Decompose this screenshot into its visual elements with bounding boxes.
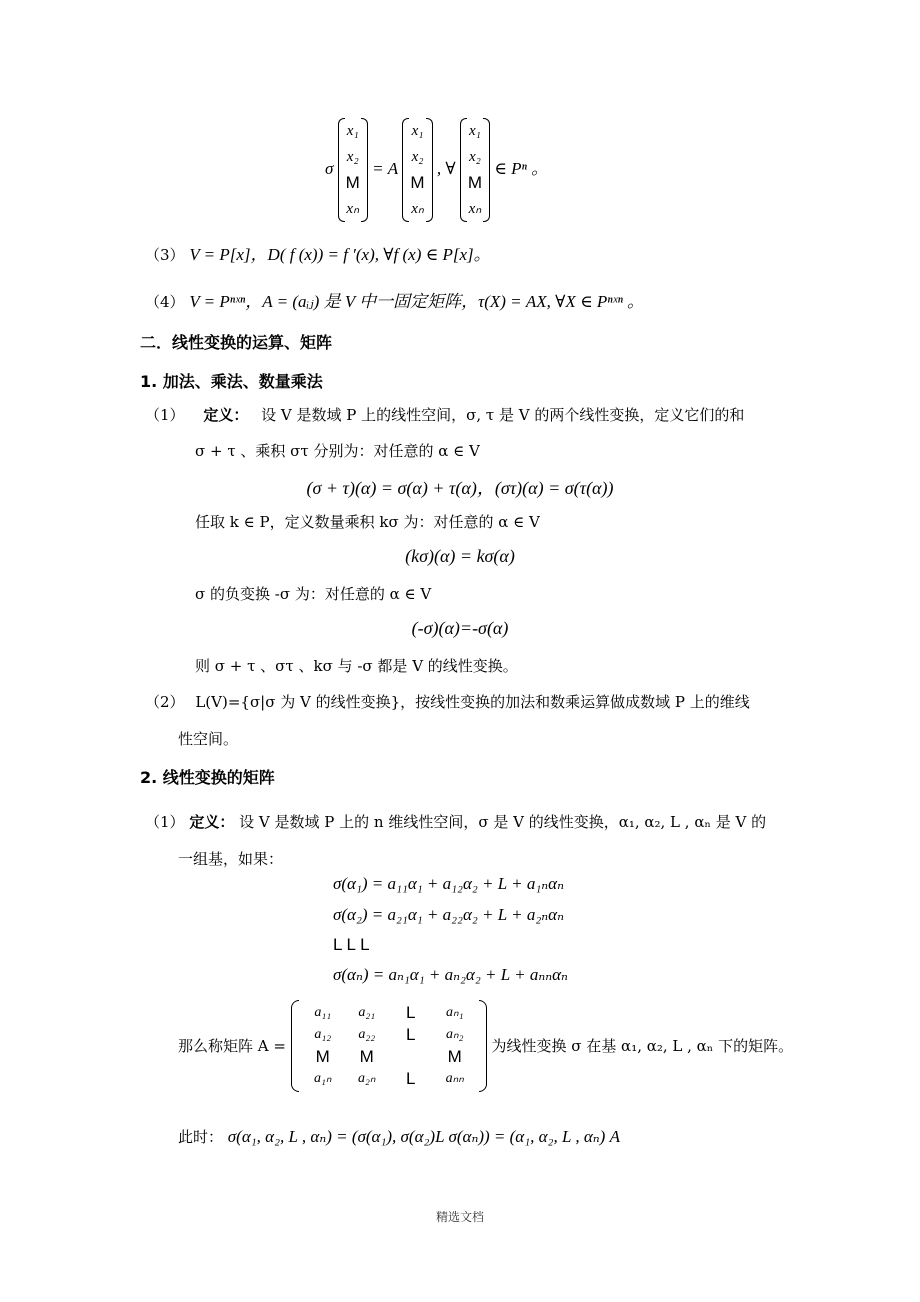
equation-alpha-2: σ(α₂) = a₂₁α₁ + a₂₂α₂ + L + a₂ₙαₙ bbox=[333, 905, 564, 924]
item-4 bbox=[145, 291, 644, 313]
matrix-definition bbox=[178, 1000, 793, 1092]
definition-keyword: 定义： bbox=[189, 813, 235, 831]
vertical-dots: M bbox=[410, 173, 425, 192]
vector-entry: x₂ bbox=[469, 149, 481, 165]
matrix-cell: aₙₙ bbox=[445, 1071, 464, 1086]
definition-1-line-3: 任取 k ∈ P，定义数量乘积 kσ 为：对任意的 α ∈ V bbox=[195, 513, 540, 531]
vector-entry: xₙ bbox=[468, 201, 482, 217]
equation-alpha-1: σ(α₁) = a₁₁α₁ + a₁₂α₂ + L + a₁ₙαₙ bbox=[333, 874, 564, 893]
matrix-cell: L bbox=[406, 1003, 416, 1022]
equals-A: = A bbox=[372, 158, 399, 178]
formula-scalar: (kσ)(α) = kσ(α) bbox=[405, 546, 515, 566]
column-vector-1 bbox=[338, 118, 368, 222]
vector-entry: x₂ bbox=[346, 149, 359, 165]
item-3-label: （3） bbox=[145, 246, 185, 264]
matrix-cell: M bbox=[447, 1047, 462, 1066]
item-3 bbox=[145, 244, 491, 266]
definition-3-text: 设 V 是数域 P 上的 n 维线性空间，σ 是 V 的线性变换，α₁, α₂, L , αₙ 是 V 的 bbox=[239, 813, 767, 831]
definition-3-line-1 bbox=[145, 811, 766, 833]
matrix-cell: M bbox=[359, 1047, 374, 1066]
equation-alpha-n: σ(αₙ) = aₙ₁α₁ + aₙ₂α₂ + L + aₙₙαₙ bbox=[333, 965, 568, 984]
equation-ellipsis-row: L L L bbox=[333, 935, 370, 954]
vector-entry: xₙ bbox=[346, 201, 360, 217]
matrix-cell: aₙ₁ bbox=[446, 1005, 464, 1020]
matrix-row bbox=[301, 1046, 477, 1068]
vector-entry: x₁ bbox=[346, 123, 359, 139]
forall-symbol: , ∀ bbox=[436, 158, 456, 178]
final-relation bbox=[178, 1126, 620, 1148]
in-Pn: ∈ Pⁿ 。 bbox=[494, 158, 549, 178]
matrix-prefix: 那么称矩阵 A = bbox=[178, 1037, 286, 1055]
definition-2-text: L(V)={σ|σ 为 V 的线性变换}，按线性变换的加法和数乘运算做成数域 P 上的维线 bbox=[195, 693, 750, 711]
matrix-A bbox=[291, 1000, 487, 1092]
matrix-row bbox=[301, 1068, 477, 1090]
item-4-label: （4） bbox=[145, 293, 185, 311]
subsection-1-heading: 1. 加法、乘法、数量乘法 bbox=[140, 372, 323, 391]
definition-3-label: （1） bbox=[145, 813, 185, 831]
page-footer: 精选文档 bbox=[435, 1210, 484, 1224]
matrix-row bbox=[301, 1024, 477, 1046]
matrix-cell: a₂₂ bbox=[358, 1027, 376, 1042]
matrix-cell: aₙ₂ bbox=[446, 1027, 464, 1042]
definition-1-label: （1） bbox=[145, 406, 185, 424]
vector-entry: x₁ bbox=[411, 123, 424, 139]
definition-1-line-5: 则 σ + τ 、στ 、kσ 与 -σ 都是 V 的线性变换。 bbox=[195, 657, 518, 675]
definition-2-line-2: 性空间。 bbox=[178, 730, 239, 748]
column-vector-2 bbox=[402, 118, 432, 222]
matrix-cell: a₁₂ bbox=[314, 1027, 332, 1042]
matrix-cell: a₂₁ bbox=[358, 1005, 376, 1020]
definition-1-line-4: σ 的负变换 -σ 为：对任意的 α ∈ V bbox=[195, 585, 432, 603]
vertical-dots: M bbox=[467, 173, 483, 192]
item-4-body: V = Pⁿˣⁿ，A = (aᵢⱼ) 是 V 中一固定矩阵，τ(X) = AX, ∀X ∈ Pⁿˣⁿ 。 bbox=[189, 292, 645, 311]
vector-entry: xₙ bbox=[411, 201, 424, 217]
definition-2-label: （2） bbox=[145, 693, 185, 711]
matrix-cell: a₁₁ bbox=[314, 1005, 332, 1020]
matrix-cell bbox=[389, 1046, 433, 1068]
matrix-cell: M bbox=[315, 1047, 330, 1066]
matrix-cell: L bbox=[406, 1069, 416, 1088]
formula-sum-product: (σ + τ)(α) = σ(α) + τ(α)，(στ)(α) = σ(τ(α)) bbox=[306, 478, 614, 498]
column-vector-3 bbox=[460, 118, 490, 222]
top-equation bbox=[325, 118, 548, 222]
matrix-cell: a₁ₙ bbox=[314, 1071, 332, 1086]
formula-negative: (-σ)(α)=-σ(α) bbox=[411, 618, 509, 638]
definition-1-line-2: σ + τ 、乘积 στ 分别为：对任意的 α ∈ V bbox=[195, 442, 480, 460]
definition-1-text: 设 V 是数域 P 上的线性空间，σ, τ 是 V 的两个线性变换，定义它们的和 bbox=[261, 406, 745, 424]
matrix-suffix: 为线性变换 σ 在基 α₁, α₂, L , αₙ 下的矩阵。 bbox=[491, 1037, 794, 1055]
subsection-2-heading: 2. 线性变换的矩阵 bbox=[140, 768, 275, 787]
vector-entry: x₁ bbox=[469, 123, 481, 139]
matrix-cell: L bbox=[406, 1025, 416, 1044]
matrix-row bbox=[301, 1002, 477, 1024]
definition-1-line-1 bbox=[145, 404, 744, 426]
definition-keyword: 定义： bbox=[203, 406, 249, 424]
matrix-cell: a₂ₙ bbox=[358, 1071, 376, 1086]
vertical-dots: M bbox=[345, 173, 360, 192]
vector-entry: x₂ bbox=[411, 149, 424, 165]
definition-3-line-2: 一组基，如果： bbox=[178, 850, 284, 868]
final-label: 此时： bbox=[178, 1128, 224, 1146]
sigma-symbol: σ bbox=[325, 158, 334, 178]
item-3-body: V = P[x]，D( f (x)) = f ′(x), ∀f (x) ∈ P[x]。 bbox=[189, 245, 491, 264]
section-heading: 二．线性变换的运算、矩阵 bbox=[140, 333, 333, 352]
definition-2-line-1 bbox=[145, 691, 750, 713]
final-formula: σ(α₁, α₂, L , αₙ) = (σ(α₁), σ(α₂)L σ(αₙ)) = (α₁, α₂, L , αₙ) A bbox=[227, 1127, 620, 1146]
